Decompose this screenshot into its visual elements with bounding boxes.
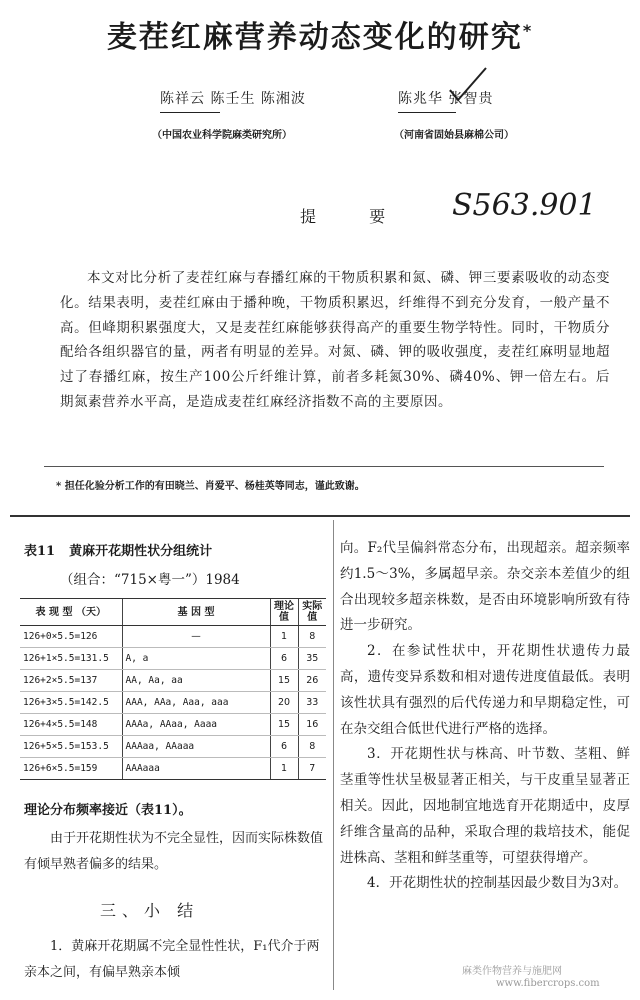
author-underline [160, 112, 220, 113]
genotype-cell: — [122, 626, 270, 648]
right-paragraph-1: 向。F₂代呈偏斜常态分布，出现超亲。超亲频率约1.5～3%，多属超早亲。杂交亲本差值少的组合出现较多超亲株数，是否由环境影响所致有待进一步研究。 [340, 540, 630, 634]
genotype-cell: AA, Aa, aa [122, 670, 270, 692]
authors-right: 陈兆华 张智贵 [398, 91, 494, 107]
genotype-cell: AAAa, AAaa, Aaaa [122, 714, 270, 736]
phenotype-cell: 126+2×5.5=137 [20, 670, 122, 692]
actual-cell: 8 [298, 736, 326, 758]
section-separator [10, 515, 630, 517]
table-row [20, 758, 326, 780]
table-row [20, 714, 326, 736]
theoretical-cell: 15 [270, 670, 298, 692]
phenotype-cell: 126+6×5.5=159 [20, 758, 122, 780]
right-paragraph-3: 3．开花期性状与株高、叶节数、茎粗、鲜茎重等性状呈极显著正相关，与干皮重呈显著正相关。因此，因地制宜地选育开花期适中，皮厚纤维含量高的品种，采取合理的栽培技术，能促进株高、茎粗和鲜茎重等，可望获得增产。 [340, 746, 630, 866]
header-theoretical: 理论值 [270, 599, 298, 626]
header-phenotype: 表 现 型 （天） [20, 599, 122, 626]
footnote: * 担任化验分析工作的有田晓兰、肖爱平、杨桂英等同志，谨此致谢。 [56, 481, 365, 492]
genotype-cell: AAAaaa [122, 758, 270, 780]
table-row [20, 626, 326, 648]
actual-cell: 7 [298, 758, 326, 780]
handwritten-code: S563.901 [452, 188, 597, 223]
actual-cell: 26 [298, 670, 326, 692]
left-paragraph-3: 1．黄麻开花期属不完全显性性状，F₁代介于两亲本之间，有偏早熟亲本倾 [24, 939, 320, 980]
abstract-heading: 提 要 [300, 207, 410, 226]
right-column [340, 536, 630, 897]
header-genotype: 基 因 型 [122, 599, 270, 626]
actual-cell: 16 [298, 714, 326, 736]
data-table [20, 598, 326, 780]
right-paragraph-4: 4．开花期性状的控制基因最少数目为3对。 [367, 875, 628, 892]
author-underline [398, 112, 456, 113]
table-row [20, 692, 326, 714]
genotype-cell: A, a [122, 648, 270, 670]
genotype-cell: AAAaa, AAaaa [122, 736, 270, 758]
theoretical-cell: 20 [270, 692, 298, 714]
affiliation-left: （中国农业科学院麻类研究所） [152, 130, 292, 141]
phenotype-cell: 126+0×5.5=126 [20, 626, 122, 648]
actual-cell: 8 [298, 626, 326, 648]
phenotype-cell: 126+3×5.5=142.5 [20, 692, 122, 714]
table-row [20, 648, 326, 670]
watermark: 麻类作物营养与施肥网 [462, 966, 562, 977]
theoretical-cell: 1 [270, 758, 298, 780]
left-paragraph-2: 由于开花期性状为不完全显性，因而实际株数值有倾早熟者偏多的结果。 [24, 831, 324, 872]
theoretical-cell: 6 [270, 736, 298, 758]
table-caption [24, 540, 212, 559]
table-row [20, 736, 326, 758]
footnote-rule [44, 466, 604, 467]
phenotype-cell: 126+1×5.5=131.5 [20, 648, 122, 670]
watermark-url: www.fibercrops.com [496, 978, 600, 989]
affiliation-right: （河南省固始县麻棉公司） [394, 130, 514, 141]
table-subcaption: （组合：“715×粤一”）1984 [60, 572, 240, 588]
theoretical-cell: 1 [270, 626, 298, 648]
theoretical-cell: 6 [270, 648, 298, 670]
theoretical-cell: 15 [270, 714, 298, 736]
genotype-cell: AAA, AAa, Aaa, aaa [122, 692, 270, 714]
right-paragraph-2: 2．在参试性状中，开花期性状遗传力最高，遗传变异系数和相对遗传进度值最低。表明该性状具有强烈的后代传递力和早期稳定性，可在杂交组合低世代进行严格的选择。 [340, 643, 630, 737]
actual-cell: 35 [298, 648, 326, 670]
left-paragraph-1: 理论分布频率接近（表11）。 [24, 803, 192, 818]
phenotype-cell: 126+4×5.5=148 [20, 714, 122, 736]
table-row [20, 670, 326, 692]
header-actual: 实际值 [298, 599, 326, 626]
abstract-text: 本文对比分析了麦茬红麻与春播红麻的干物质积累和氮、磷、钾三要素吸收的动态变化。结果表明，麦茬红麻由于播种晚，干物质积累迟，纤维得不到充分发育，一般产量不高。但峰期积累强度大，又是麦茬红麻能够获得高产的重要生物学特性。同时，干物质分配给各组织器官的量，两者有明显的差异。对氮、磷、钾的吸收强度，麦茬红麻明显地超过了春播红麻，按生产100公斤纤维计算，前者多耗氮30%、磷40%、钾一倍左右。后期氮素营养水平高，是造成麦茬红麻经济指数不高的主要原因。 [60, 270, 610, 410]
paper-title: 麦茬红麻营养动态变化的研究* [106, 20, 534, 55]
actual-cell: 33 [298, 692, 326, 714]
authors-left: 陈祥云 陈壬生 陈湘波 [160, 91, 306, 107]
section-heading: 三、小 结 [100, 901, 200, 920]
column-separator [333, 520, 334, 990]
table-number: 表11 [24, 544, 56, 559]
table-title: 黄麻开花期性状分组统计 [69, 544, 213, 559]
phenotype-cell: 126+5×5.5=153.5 [20, 736, 122, 758]
